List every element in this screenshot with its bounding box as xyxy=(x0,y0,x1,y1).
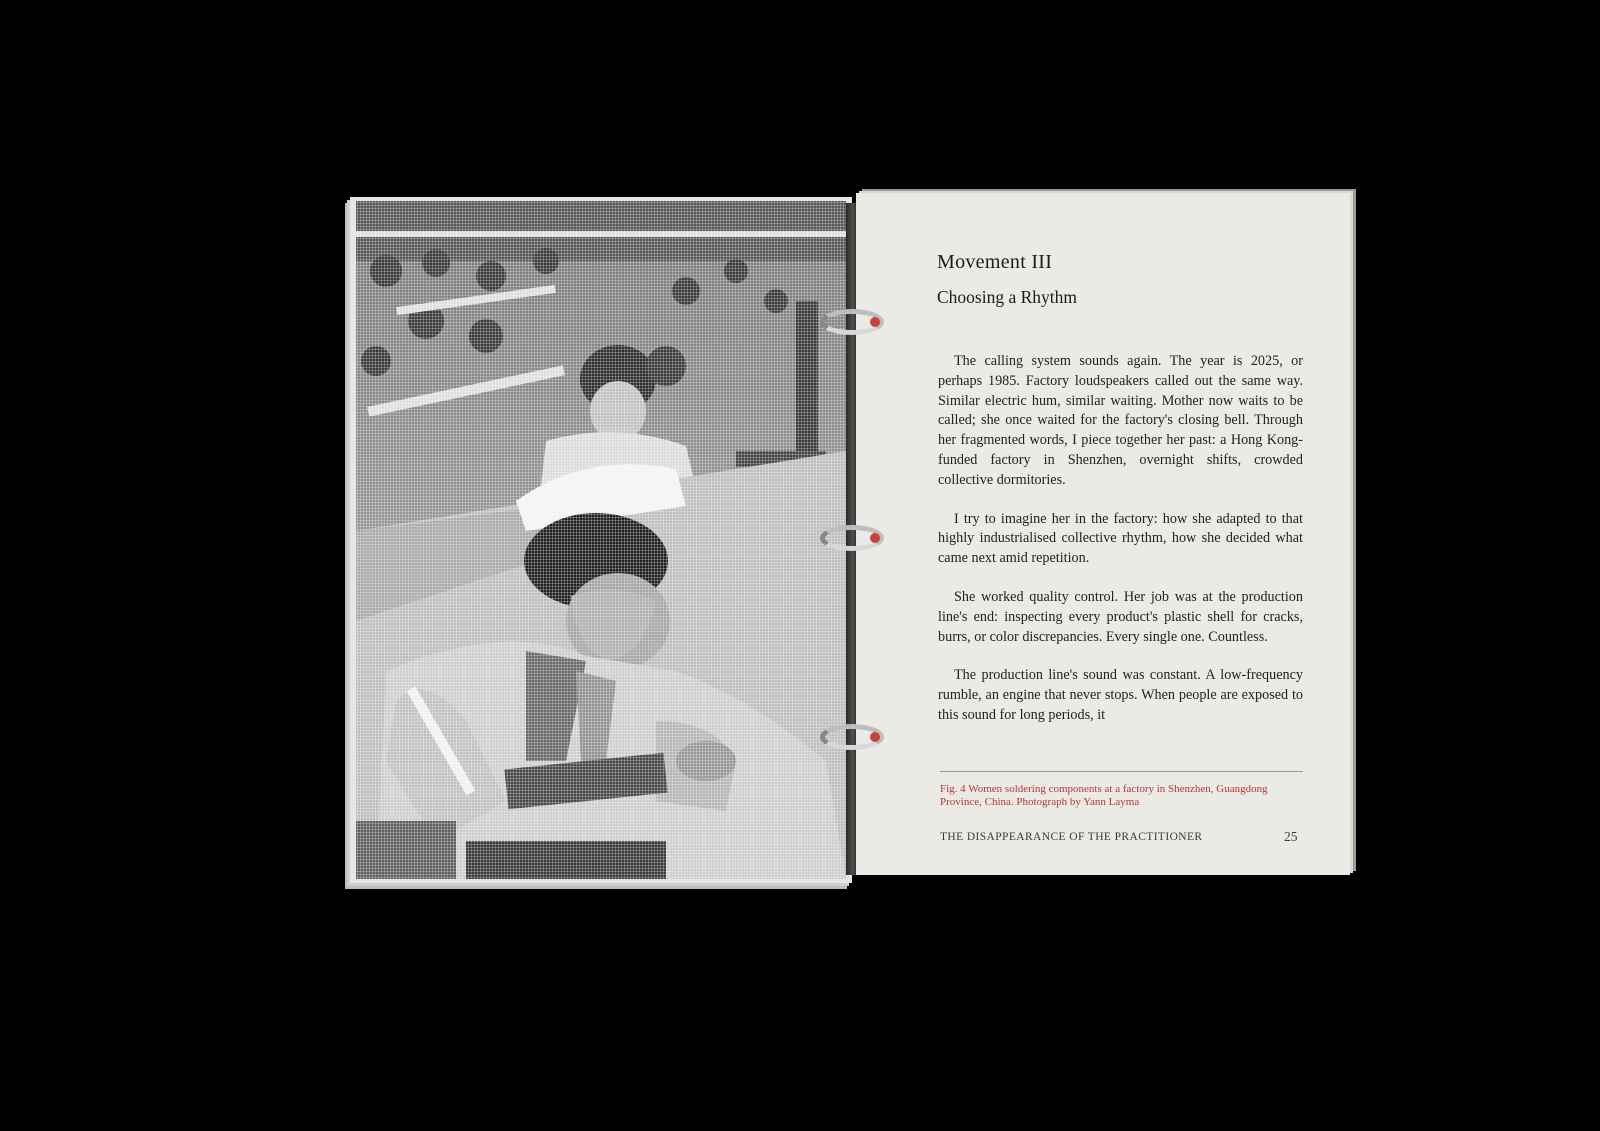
left-page xyxy=(350,197,852,883)
ring-hole-icon xyxy=(870,317,880,327)
running-title: THE DISAPPEARANCE OF THE PRACTITIONER xyxy=(940,831,1203,843)
paragraph: The production line's sound was constant. A low-frequency rumble, an engine that never stops. When people are exposed to this sound for long periods, it xyxy=(938,667,1303,723)
page-number: 25 xyxy=(1284,829,1298,844)
chapter-subheading: Choosing a Rhythm xyxy=(937,287,1078,307)
paragraph: She worked quality control. Her job was at the production line's end: inspecting every product's plastic shell for cracks, burrs, or color discrepancies. Every single one. Countless. xyxy=(938,588,1303,645)
ring-hole-icon xyxy=(870,732,880,742)
factory-photograph xyxy=(356,201,846,879)
paragraph: I try to imagine her in the factory: how she adapted to that highly industrialised collective rhythm, how she decided what came next amid repetition. xyxy=(938,510,1303,567)
ring-hole-icon xyxy=(870,533,880,543)
paragraph: The calling system sounds again. The year is 2025, or perhaps 1985. Factory loudspeakers called out the same way. Similar electric hum, similar waiting. Mother now waits to be called; she once waited for the factory's closing bell. Through her fragmented words, I piece together her past: a Hong Kong-funded factory in Shenzhen, overnight shifts, crowded collective dormitories. xyxy=(938,353,1303,488)
chapter-heading: Movement III xyxy=(937,251,1053,273)
figure-caption: Fig. 4 Women soldering components at a factory in Shenzhen, Guangdong Province, China. Photograph by Yann Layma xyxy=(940,783,1268,808)
right-page xyxy=(856,193,1350,875)
body-text xyxy=(938,352,1303,726)
caption-divider xyxy=(940,771,1303,772)
